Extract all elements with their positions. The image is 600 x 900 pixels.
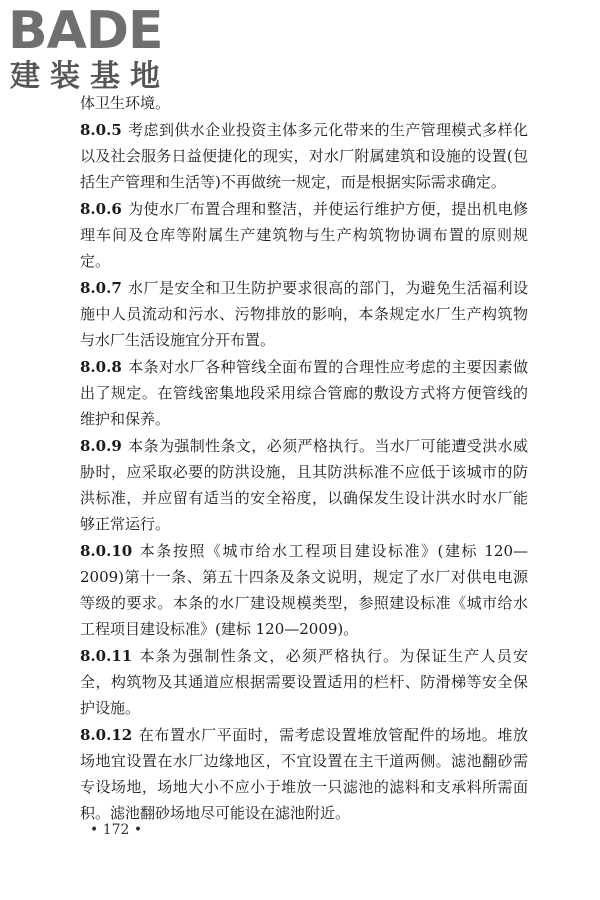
- clause-number: 8.0.11: [80, 647, 133, 665]
- clause-number: 8.0.10: [80, 542, 133, 560]
- clause-number: 8.0.5: [80, 121, 122, 139]
- clause-8-0-7: [80, 275, 528, 353]
- clause-8-0-11: [80, 643, 528, 721]
- clause-number: 8.0.8: [80, 358, 122, 376]
- clause-8-0-5: [80, 117, 528, 195]
- clause-text: 在布置水厂平面时，需考虑设置堆放管配件的场地。堆放场地宜设置在水厂边缘地区，不宜设置在主干道两侧。滤池翻砂需专设场地，场地大小不应小于堆放一只滤池的滤料和支承料所需面积。滤池翻砂场地尽可能设在滤池附近。: [80, 726, 528, 822]
- clause-8-0-8: [80, 354, 528, 432]
- clause-text: 本条对水厂各种管线全面布置的合理性应考虑的主要因素做出了规定。在管线密集地段采用综合管廊的敷设方式将方便管线的维护和保养。: [80, 358, 528, 428]
- clause-8-0-6: [80, 196, 528, 274]
- document-body: [80, 90, 528, 827]
- clause-text: 为使水厂布置合理和整洁，并使运行维护方便，提出机电修理车间及仓库等附属生产建筑物与生产构筑物协调布置的原则规定。: [80, 200, 528, 270]
- clause-number: 8.0.6: [80, 200, 122, 218]
- clause-8-0-10: [80, 538, 528, 642]
- clause-number: 8.0.12: [80, 726, 133, 744]
- page-number: • 172 •: [90, 822, 143, 838]
- clause-number: 8.0.9: [80, 437, 122, 455]
- clause-8-0-9: [80, 433, 528, 537]
- clause-text: 本条为强制性条文，必须严格执行。当水厂可能遭受洪水威胁时，应采取必要的防洪设施，且其防洪标准不应低于该城市的防洪标准，并应留有适当的安全裕度，以确保发生设计洪水时水厂能够正常运行。: [80, 437, 528, 533]
- clause-text: 本条按照《城市给水工程项目建设标准》(建标 120—2009)第十一条、第五十四条及条文说明，规定了水厂对供电电源等级的要求。本条的水厂建设规模类型，参照建设标准《城市给水工程项目建设标准》(建标 120—2009)。: [80, 542, 528, 638]
- logo-brand: BADE: [8, 1, 163, 61]
- clause-text: 水厂是安全和卫生防护要求很高的部门，为避免生活福利设施中人员流动和污水、污物排放的影响，本条规定水厂生产构筑物与水厂生活设施宜分开布置。: [80, 279, 528, 349]
- logo-subtitle: 建装基地: [10, 59, 170, 94]
- clause-number: 8.0.7: [80, 279, 122, 297]
- bade-logo: [8, 1, 188, 96]
- clause-text: 考虑到供水企业投资主体多元化带来的生产管理模式多样化以及社会服务日益便捷化的现实，对水厂附属建筑和设施的设置(包括生产管理和生活等)不再做统一规定，而是根据实际需求确定。: [80, 121, 528, 191]
- clause-8-0-12: [80, 722, 528, 826]
- clause-text: 本条为强制性条文，必须严格执行。为保证生产人员安全，构筑物及其通道应根据需要设置适用的栏杆、防滑梯等安全保护设施。: [80, 647, 528, 717]
- leading-paragraph: 体卫生环境。: [80, 94, 171, 112]
